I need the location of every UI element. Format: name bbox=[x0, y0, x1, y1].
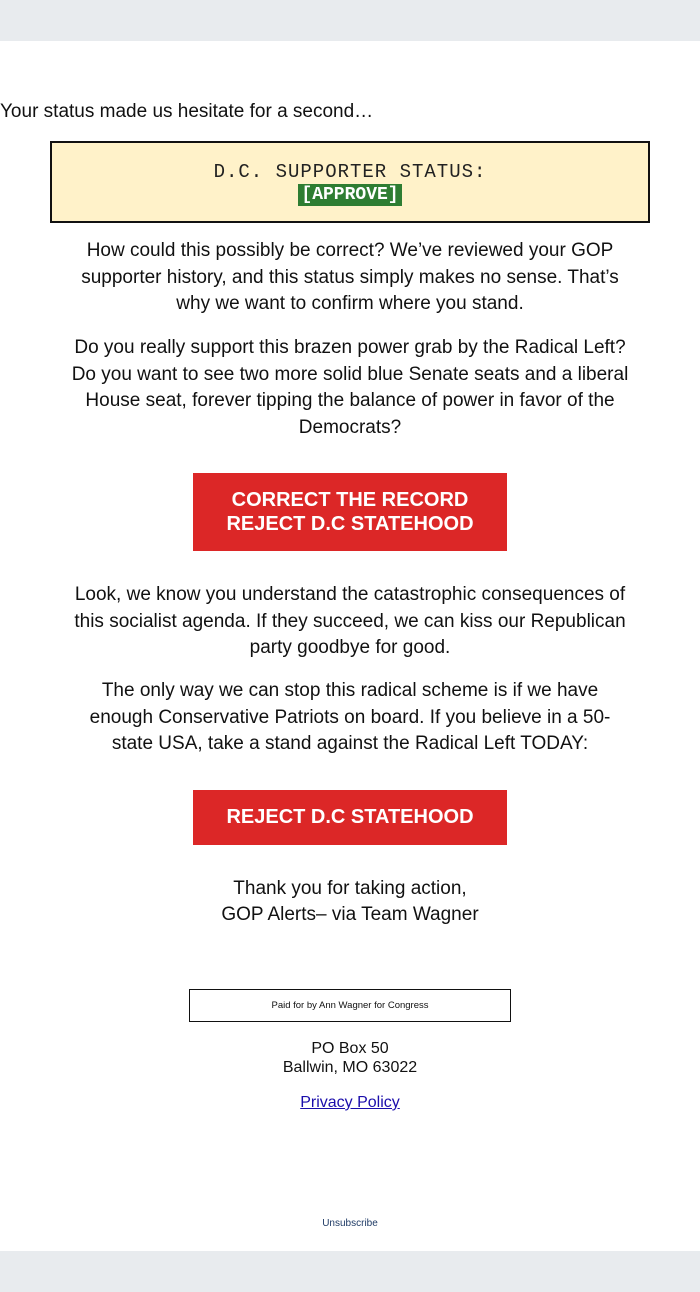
unsubscribe-container bbox=[0, 1218, 700, 1230]
address-line2: Ballwin, MO 63022 bbox=[282, 1059, 418, 1076]
reject-dc-statehood-button[interactable]: REJECT D.C STATEHOOD bbox=[193, 790, 507, 845]
signoff bbox=[0, 876, 700, 928]
paid-for-disclaimer: Paid for by Ann Wagner for Congress bbox=[189, 989, 511, 1022]
status-label: D.C. SUPPORTER STATUS: bbox=[213, 161, 487, 183]
privacy-policy-link[interactable]: Privacy Policy bbox=[300, 1094, 400, 1111]
paragraph-2: Do you really support this brazen power grab by the Radical Left? Do you want to see two more solid blue Senate seats and a liberal House seat, forever tipping the balance of power in favor of the Democrats? bbox=[71, 337, 629, 438]
paragraph-4: The only way we can stop this radical scheme is if we have enough Conservative Patriots on board. If you believe in a 50-state USA, take a stand against the Radical Left TODAY: bbox=[89, 680, 611, 754]
status-box bbox=[50, 141, 650, 223]
signoff-line2: GOP Alerts– via Team Wagner bbox=[221, 904, 479, 925]
mailing-address bbox=[0, 1039, 700, 1077]
correct-the-record-button[interactable] bbox=[193, 473, 507, 551]
intro-text: Your status made us hesitate for a second… bbox=[0, 101, 374, 122]
status-value-badge: [APPROVE] bbox=[298, 184, 401, 206]
cta1-line1: CORRECT THE RECORD bbox=[231, 489, 469, 511]
address-line1: PO Box 50 bbox=[311, 1040, 389, 1057]
paragraph-3: Look, we know you understand the catastrophic consequences of this socialist agenda. If they succeed, we can kiss our Republican party goodbye for good. bbox=[74, 584, 626, 658]
signoff-line1: Thank you for taking action, bbox=[233, 878, 467, 899]
cta1-line2: REJECT D.C STATEHOOD bbox=[226, 513, 474, 535]
paragraph-1: How could this possibly be correct? We’ve reviewed your GOP supporter history, and this status simply makes no sense. That’s why we want to confirm where you stand. bbox=[81, 240, 619, 314]
unsubscribe-link[interactable]: Unsubscribe bbox=[322, 1218, 378, 1229]
email-body bbox=[0, 41, 700, 1251]
privacy-policy-container bbox=[0, 1093, 700, 1113]
